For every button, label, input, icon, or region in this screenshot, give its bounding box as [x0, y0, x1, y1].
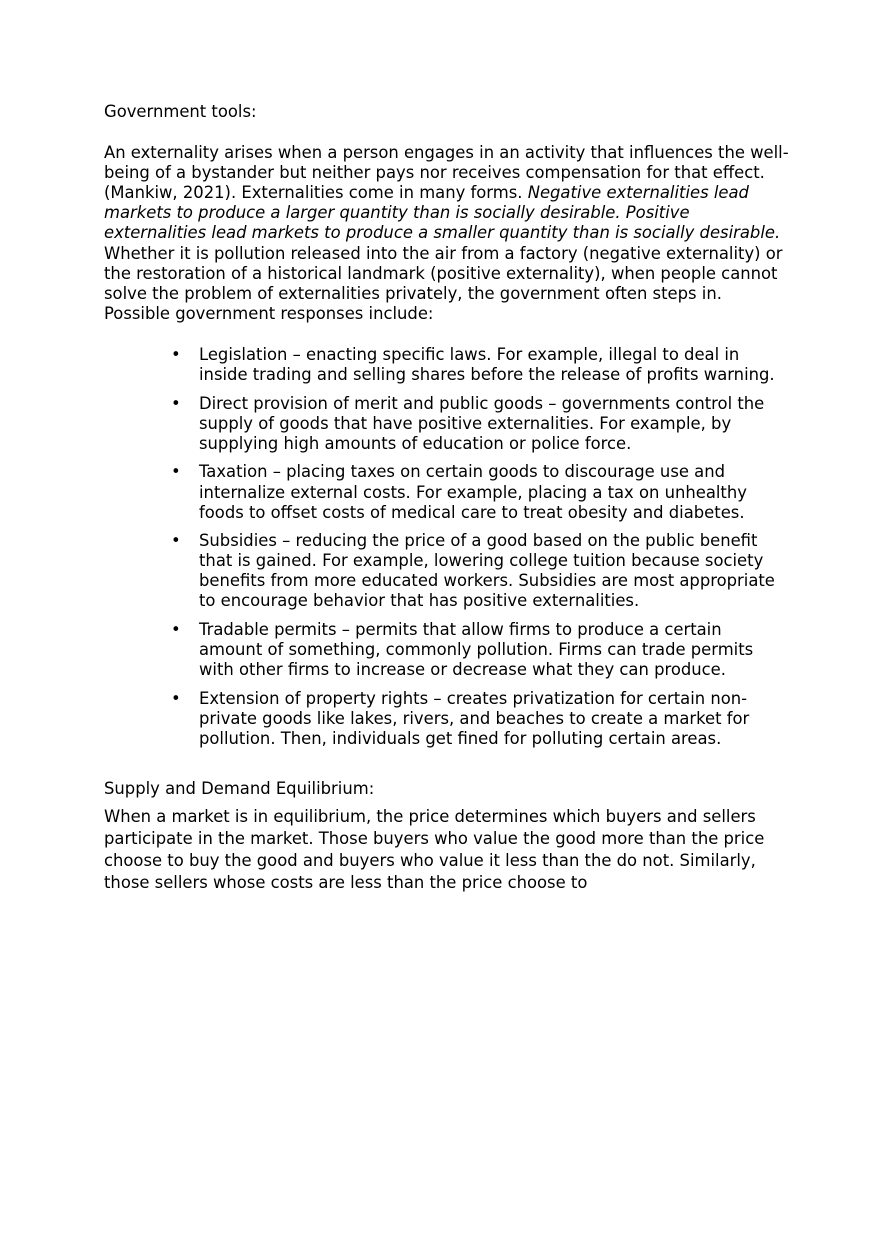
bullet-icon: •: [171, 393, 181, 413]
paragraph-italic-text: Negative externalities lead markets to produce a larger quantity than is socially desirable. Positive externalities lead markets to produce a smaller quantity than is socially desirable.: [104, 183, 781, 243]
bullet-icon: •: [171, 344, 181, 364]
list-item-subsidies: [104, 531, 790, 611]
externality-paragraph: [104, 143, 790, 324]
bullet-icon: •: [171, 620, 181, 640]
paragraph-text-part2: Whether it is pollution released into the air from a factory (negative externality) or the restoration of a historical landmark (positive externality), when people cannot solve the problem of externalities privately, the government often steps in. Possible government responses include:: [104, 243, 783, 323]
list-item-text: Legislation – enacting specific laws. For example, illegal to deal in inside trading and selling shares before the release of profits warning.: [199, 344, 775, 385]
list-item-text: Subsidies – reducing the price of a good based on the public benefit that is gained. For example, lowering college tuition because society benefits from more educated workers. Subsidies are most appropriate to encourage behavior that has positive externalities.: [199, 531, 775, 611]
list-item-text: Tradable permits – permits that allow firms to produce a certain amount of something, commonly pollution. Firms can trade permits with other firms to increase or decrease what they can produce.: [199, 620, 754, 680]
list-item-property-rights: [104, 689, 790, 749]
bullet-icon: •: [171, 688, 181, 708]
list-item-text: Direct provision of merit and public goods – governments control the supply of goods that have positive externalities. For example, by supplying high amounts of education or police force.: [199, 393, 765, 453]
paragraph-text-part1: An externality arises when a person engages in an activity that influences the well-being of a bystander but neither pays nor receives compensation for that effect. (Mankiw, 2021). Externalities come in many forms.: [104, 143, 789, 203]
section-heading-supply-demand: Supply and Demand Equilibrium:: [104, 779, 375, 799]
section-heading-government-tools: Government tools:: [104, 102, 257, 121]
list-item-direct-provision: [104, 394, 790, 454]
list-item-taxation: [104, 462, 790, 522]
equilibrium-paragraph: When a market is in equilibrium, the price determines which buyers and sellers participate in the market. Those buyers who value the good more than the price choose to buy the good and buyers who value it less than the do not. Similarly, those sellers whose costs are less than the price choose to: [104, 807, 765, 893]
list-item-text: Taxation – placing taxes on certain goods to discourage use and internalize external costs. For example, placing a tax on unhealthy foods to offset costs of medical care to treat obesity and diabetes.: [199, 462, 747, 522]
government-responses-list: [104, 345, 790, 749]
bullet-icon: •: [171, 462, 181, 482]
list-item-legislation: [104, 345, 790, 385]
list-item-text: Extension of property rights – creates privatization for certain non-private goods like lakes, rivers, and beaches to create a market for pollution. Then, individuals get fined for polluting certain areas.: [199, 688, 750, 749]
bullet-icon: •: [171, 531, 181, 551]
list-item-tradable-permits: [104, 620, 790, 680]
